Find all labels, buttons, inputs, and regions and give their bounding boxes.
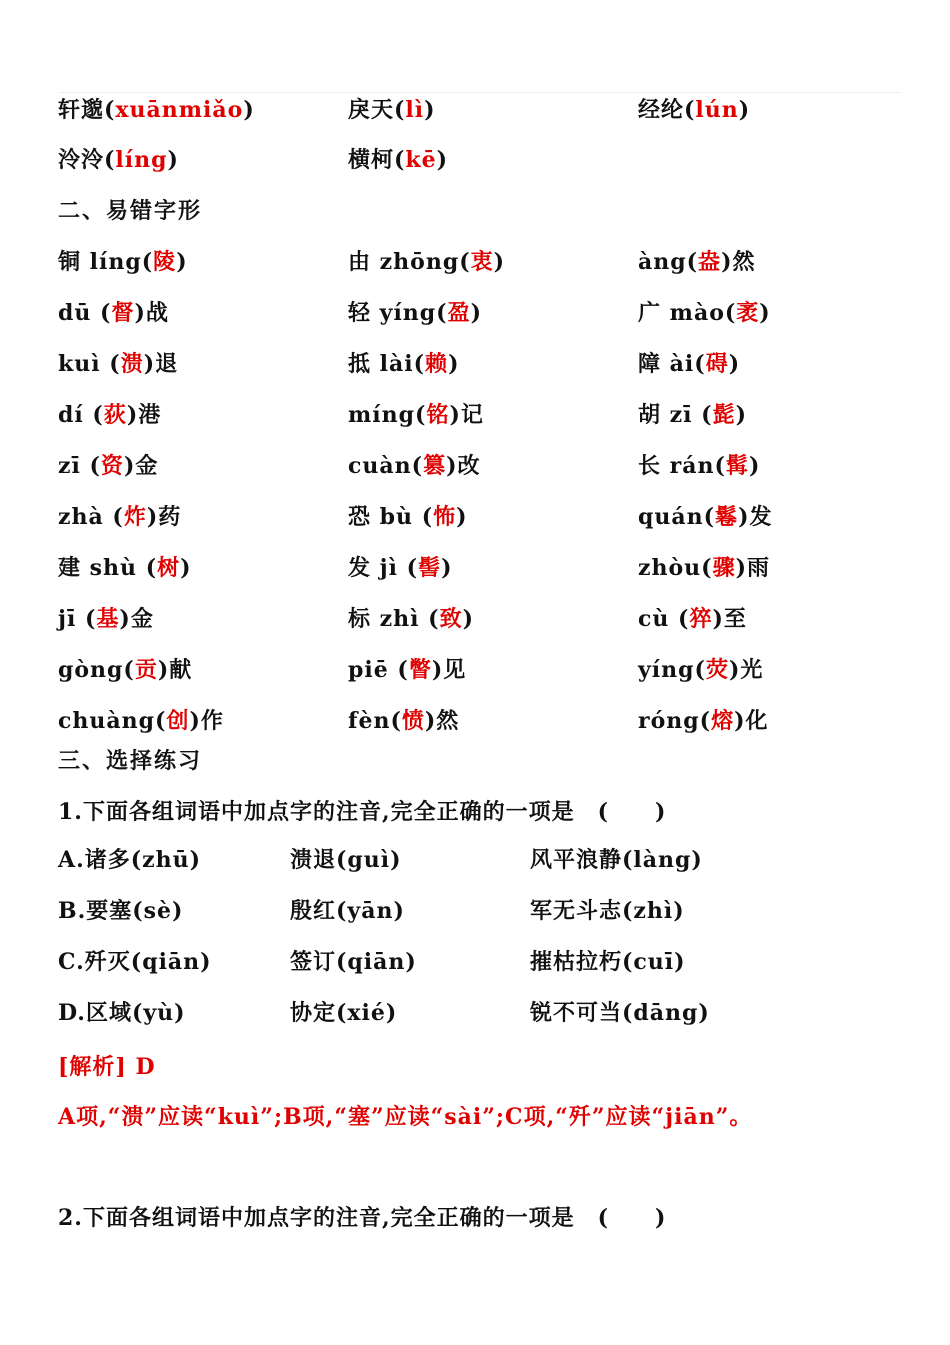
option-item: 殷红(yān) xyxy=(290,898,405,924)
option-item: 军无斗志(zhì) xyxy=(530,898,685,924)
form-item: piē (瞥)见 xyxy=(348,657,467,683)
form-item: 障 ài(碍) xyxy=(638,351,741,377)
option-row xyxy=(0,942,950,982)
question-1: 1.下面各组词语中加点字的注音,完全正确的一项是 ( ) xyxy=(58,799,667,825)
form-item: 铜 líng(陵) xyxy=(58,249,188,275)
form-item: gòng(贡)献 xyxy=(58,657,193,683)
form-row xyxy=(0,446,950,486)
option-item: 风平浪静(làng) xyxy=(530,847,703,873)
section-title-2: 二、易错字形 xyxy=(58,198,203,224)
form-row xyxy=(0,599,950,639)
term: 经纶(lún) xyxy=(638,97,751,123)
form-item: zhà (炸)药 xyxy=(58,504,182,530)
term: 轩邈(xuānmiǎo) xyxy=(58,97,255,123)
option-label: A.诸多(zhū) xyxy=(58,847,202,873)
analysis-label: [解析] D xyxy=(58,1054,156,1080)
form-item: 建 shù (树) xyxy=(58,555,192,581)
form-item: 广 mào(袤) xyxy=(638,300,771,326)
form-item: chuàng(创)作 xyxy=(58,708,224,734)
option-row xyxy=(0,891,950,931)
form-row xyxy=(0,395,950,435)
option-item: 协定(xié) xyxy=(290,1000,398,1026)
form-item: dí (荻)港 xyxy=(58,402,162,428)
form-item: zhòu(骤)雨 xyxy=(638,555,771,581)
form-row xyxy=(0,497,950,537)
form-item: 发 jì (髻) xyxy=(348,555,453,581)
question-2: 2.下面各组词语中加点字的注音,完全正确的一项是 ( ) xyxy=(58,1205,667,1231)
form-row xyxy=(0,701,950,741)
pronunciation-row xyxy=(0,140,950,180)
form-item: míng(铭)记 xyxy=(348,402,484,428)
form-item: cù (猝)至 xyxy=(638,606,747,632)
form-item: 长 rán(髯) xyxy=(638,453,761,479)
analysis-text: A项,“溃”应读“kuì”;B项,“塞”应读“sài”;C项,“歼”应读“jiān”。 xyxy=(58,1104,753,1130)
option-row xyxy=(0,840,950,880)
form-row xyxy=(0,242,950,282)
form-item: jī (基)金 xyxy=(58,606,154,632)
option-item: 摧枯拉朽(cuī) xyxy=(530,949,686,975)
option-label: B.要塞(sè) xyxy=(58,898,184,924)
form-item: 恐 bù (怖) xyxy=(348,504,468,530)
form-row xyxy=(0,344,950,384)
form-item: àng(盎)然 xyxy=(638,249,756,275)
form-item: 由 zhōng(衷) xyxy=(348,249,506,275)
form-item: 胡 zī (髭) xyxy=(638,402,748,428)
term: 戾天(lì) xyxy=(348,97,436,123)
form-item: 抵 lài(赖) xyxy=(348,351,460,377)
term: 泠泠(líng) xyxy=(58,147,179,173)
form-item: róng(熔)化 xyxy=(638,708,769,734)
option-item: 签订(qiān) xyxy=(290,949,417,975)
form-item: 轻 yíng(盈) xyxy=(348,300,483,326)
option-row xyxy=(0,993,950,1033)
form-item: cuàn(篡)改 xyxy=(348,453,481,479)
form-item: fèn(愤)然 xyxy=(348,708,460,734)
section-title-3: 三、选择练习 xyxy=(58,748,203,774)
option-item: 锐不可当(dāng) xyxy=(530,1000,710,1026)
form-item: dū (督)战 xyxy=(58,300,169,326)
form-row xyxy=(0,548,950,588)
option-label: C.歼灭(qiān) xyxy=(58,949,212,975)
term: 横柯(kē) xyxy=(348,147,449,173)
form-item: zī (资)金 xyxy=(58,453,159,479)
form-item: 标 zhì (致) xyxy=(348,606,475,632)
form-item: quán(鬈)发 xyxy=(638,504,773,530)
form-item: kuì (溃)退 xyxy=(58,351,179,377)
form-row xyxy=(0,293,950,333)
form-row xyxy=(0,650,950,690)
option-label: D.区域(yù) xyxy=(58,1000,186,1026)
pronunciation-row xyxy=(0,90,950,130)
form-item: yíng(荧)光 xyxy=(638,657,764,683)
option-item: 溃退(guì) xyxy=(290,847,402,873)
